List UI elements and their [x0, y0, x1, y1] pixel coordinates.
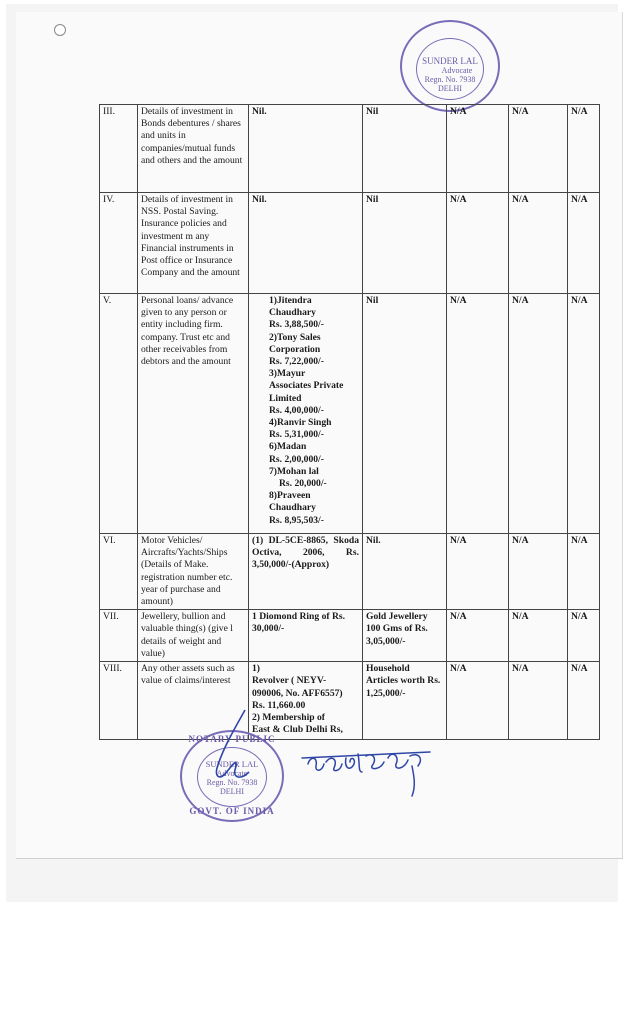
- loan-line: 1)Jitendra: [269, 295, 312, 306]
- dependent-2-value: N/A: [509, 105, 568, 193]
- stamp-ring-bottom: GOVT. OF INDIA: [189, 806, 275, 816]
- loan-line: Rs. 3,88,500/-: [269, 319, 324, 331]
- dependent-3-value: N/A: [568, 105, 600, 193]
- loan-line: 3)Mayur: [269, 368, 306, 380]
- row-description: Motor Vehicles/ Aircrafts/Yachts/Ships (Details of Make. registration number etc. year of purchase and amount): [138, 534, 249, 610]
- dependent-1-value: N/A: [447, 294, 509, 534]
- dependent-2-value: N/A: [509, 534, 568, 610]
- loan-line: Limited: [269, 392, 302, 404]
- row-description: Any other assets such as value of claims/interest: [138, 662, 249, 740]
- loan-line: Chaudhary: [269, 307, 316, 319]
- loan-line: 7)Mohan lal: [269, 465, 319, 477]
- spouse-value: Nil.: [363, 534, 447, 610]
- loan-line: Rs. 2,00,000/-: [269, 453, 324, 465]
- table-row: [100, 105, 600, 193]
- dependent-1-value: N/A: [447, 610, 509, 662]
- loan-line: 6)Madan: [269, 441, 307, 453]
- asset-line: East & Club Delhi Rs,: [252, 724, 343, 736]
- row-number: VI.: [100, 534, 138, 610]
- dependent-1-value: N/A: [447, 534, 509, 610]
- loan-line: Rs. 5,31,000/-: [269, 429, 324, 441]
- loan-line: Rs. 20,000/-: [279, 478, 327, 490]
- self-value: [249, 662, 363, 740]
- loan-line: 8)Praveen: [269, 490, 311, 502]
- dependent-3-value: N/A: [568, 193, 600, 294]
- self-value: Nil.: [249, 105, 363, 193]
- row-number: V.: [100, 294, 138, 534]
- dependent-3-value: N/A: [568, 534, 600, 610]
- dependent-3-value: N/A: [568, 294, 600, 534]
- stamp-name: SUNDER LAL: [422, 56, 478, 66]
- asset-line: 090006, No. AFF6557): [252, 687, 343, 699]
- asset-line: Rs. 11,660.00: [252, 699, 306, 711]
- stamp-ring-top: NOTARY PUBLIC: [188, 734, 276, 744]
- stamp-role: Advocate: [441, 66, 473, 75]
- table-row: [100, 610, 600, 662]
- dependent-2-value: N/A: [509, 610, 568, 662]
- stamp-role: Advocate: [216, 769, 248, 778]
- dependent-2-value: N/A: [509, 193, 568, 294]
- dependent-2-value: N/A: [509, 294, 568, 534]
- self-value: 1 Diomond Ring of Rs. 30,000/-: [249, 610, 363, 662]
- stamp-name: SUNDER LAL: [205, 759, 259, 769]
- spouse-value: Nil: [363, 193, 447, 294]
- row-number: IV.: [100, 193, 138, 294]
- row-description: Personal loans/ advance given to any person or entity including firm. company. Trust etc and other receivables from debtors and the amount: [138, 294, 249, 534]
- asset-line: Revolver ( NEYV-: [252, 675, 327, 687]
- self-value: (1) DL-5CE-8865, Skoda Octiva, 2006, Rs. 3,50,000/-(Approx): [249, 534, 363, 610]
- loan-line: Associates Private: [269, 380, 344, 392]
- row-number: III.: [100, 105, 138, 193]
- dependent-2-value: N/A: [509, 662, 568, 740]
- loan-line: Rs. 4,00,000/-: [269, 404, 324, 416]
- loan-line: Rs. 8,95,503/-: [269, 514, 324, 526]
- stamp-city: DELHI: [438, 84, 462, 93]
- signature-stroke: [205, 708, 265, 788]
- table-row: [100, 294, 600, 534]
- row-description: Details of investment in Bonds debentures / shares and units in companies/mutual funds and others and the amount: [138, 105, 249, 193]
- dependent-3-value: N/A: [568, 662, 600, 740]
- handwritten-signature: [300, 742, 450, 802]
- table-row: [100, 534, 600, 610]
- assets-table: [99, 104, 600, 740]
- dependent-1-value: N/A: [447, 662, 509, 740]
- stamp-regn: Regn. No. 7938: [424, 75, 476, 84]
- loan-line: Chaudhary: [269, 502, 316, 514]
- spouse-value: Nil: [363, 294, 447, 534]
- spouse-value: Nil: [363, 105, 447, 193]
- asset-line: 2) Membership of: [252, 712, 326, 724]
- notary-stamp-top: [400, 20, 500, 112]
- row-number: VII.: [100, 610, 138, 662]
- row-number: VIII.: [100, 662, 138, 740]
- table-row: [100, 193, 600, 294]
- loan-line: Rs. 7,22,000/-: [269, 356, 324, 368]
- table-row: [100, 662, 600, 740]
- self-value: Nil.: [249, 193, 363, 294]
- loan-line: 2)Tony Sales: [269, 331, 321, 343]
- stamp-regn: Regn. No. 7938: [206, 778, 258, 787]
- self-value: [249, 294, 363, 534]
- row-description: Jewellery, bullion and valuable thing(s) (give l details of weight and value): [138, 610, 249, 662]
- spouse-value: Household Articles worth Rs. 1,25,000/-: [363, 662, 447, 740]
- dependent-3-value: N/A: [568, 610, 600, 662]
- spouse-value: Gold Jewellery 100 Gms of Rs. 3,05,000/-: [363, 610, 447, 662]
- stamp-city: DELHI: [220, 787, 244, 796]
- loan-line: 4)Ranvir Singh: [269, 417, 332, 429]
- dependent-1-value: N/A: [447, 105, 509, 193]
- row-description: Details of investment in NSS. Postal Saving. Insurance policies and investment m any Financial instruments in Post office or Insurance Company and the amount: [138, 193, 249, 294]
- punch-hole: [54, 24, 66, 36]
- dependent-1-value: N/A: [447, 193, 509, 294]
- asset-line: 1): [252, 663, 260, 675]
- loan-line: Corporation: [269, 343, 321, 355]
